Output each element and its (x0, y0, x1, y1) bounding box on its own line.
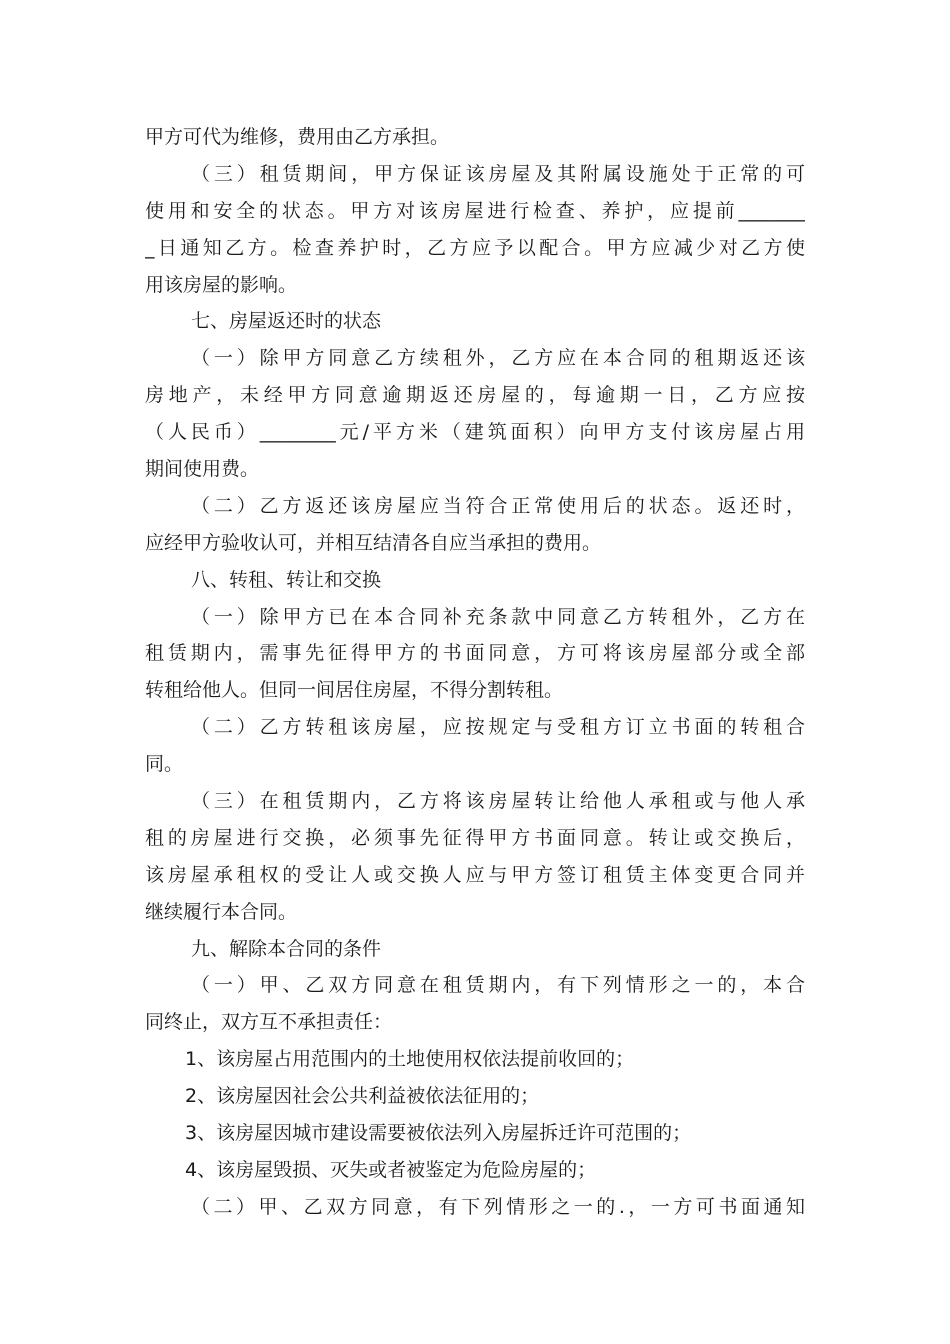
text-line: 期间使用费。 (145, 458, 260, 481)
text-line: 使用和安全的状态。甲方对该房屋进行检查、养护，应提前_______ (145, 199, 805, 222)
text-line: 3、该房屋因城市建设需要被依法列入房屋拆迁许可范围的； (185, 1122, 692, 1145)
text-line: 该房屋承租权的受让人或交换人应与甲方签订租赁主体变更合同并 (145, 863, 805, 886)
text-line: 转租给他人。但同一间居住房屋，不得分割转租。 (145, 679, 564, 702)
text-line: 继续履行本合同。 (145, 900, 298, 923)
text-line: （人民币）________元/平方米（建筑面积）向甲方支付该房屋占用 (145, 421, 805, 444)
text-line: 九、解除本合同的条件 (191, 937, 382, 960)
text-line: （二）乙方返还该房屋应当符合正常使用后的状态。返还时， (191, 494, 805, 517)
text-line: （三）在租赁期内，乙方将该房屋转让给他人承租或与他人承 (191, 790, 805, 813)
text-line: （三）租赁期间，甲方保证该房屋及其附属设施处于正常的可 (191, 162, 805, 185)
text-line: 同。 (145, 753, 184, 776)
text-line: （一）甲、乙双方同意在租赁期内，有下列情形之一的，本合 (191, 974, 805, 997)
text-line: 同终止，双方互不承担责任： (145, 1011, 393, 1034)
text-line: 1、该房屋占用范围内的土地使用权依法提前收回的； (185, 1048, 635, 1071)
text-line: 租的房屋进行交换，必须事先征得甲方书面同意。转让或交换后， (145, 826, 805, 849)
text-line: （二）乙方转租该房屋，应按规定与受租方订立书面的转租合 (191, 716, 805, 739)
text-line: 4、该房屋毁损、灭失或者被鉴定为危险房屋的； (185, 1158, 597, 1181)
text-line: 七、房屋返还时的状态 (191, 310, 382, 333)
text-line: （一）除甲方已在本合同补充条款中同意乙方转租外，乙方在 (191, 605, 805, 628)
contract-text (145, 119, 805, 1226)
text-line: 八、转租、转让和交换 (191, 568, 382, 591)
text-line: （一）除甲方同意乙方续租外，乙方应在本合同的租期返还该 (191, 347, 805, 370)
text-line: 应经甲方验收认可，并相互结清各自应当承担的费用。 (145, 531, 602, 554)
text-line: 租赁期内，需事先征得甲方的书面同意，方可将该房屋部分或全部 (145, 642, 805, 665)
text-line: 房地产，未经甲方同意逾期返还房屋的，每逾期一日，乙方应按 (145, 384, 805, 407)
text-line: 甲方可代为维修，费用由乙方承担。 (145, 126, 450, 148)
text-line: 2、该房屋因社会公共利益被依法征用的； (185, 1085, 540, 1108)
text-line: _日通知乙方。检查养护时，乙方应予以配合。甲方应减少对乙方使 (145, 236, 805, 259)
text-line: （二）甲、乙双方同意，有下列情形之一的.，一方可书面通知 (191, 1195, 805, 1218)
text-line: 用该房屋的影响。 (145, 273, 298, 296)
